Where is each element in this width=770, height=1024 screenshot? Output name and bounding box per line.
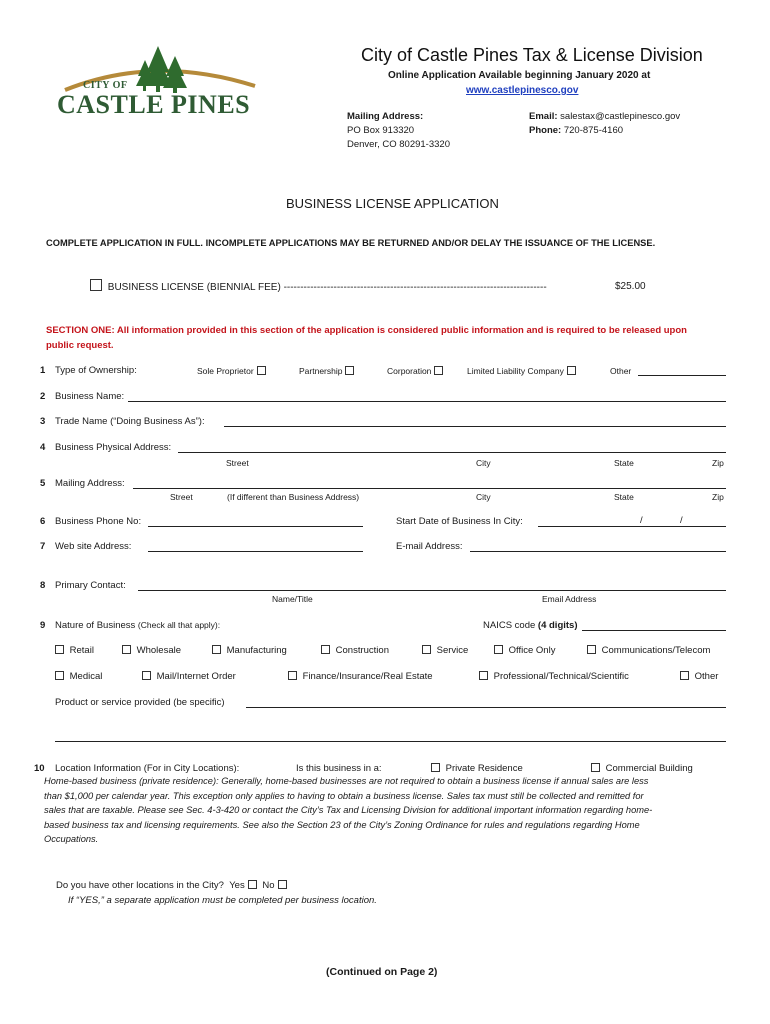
product-field[interactable] <box>246 707 726 708</box>
sole-label: Sole Proprietor <box>197 366 254 376</box>
business-phone-field[interactable] <box>148 526 363 527</box>
mailing-line1: PO Box 913320 <box>347 125 415 136</box>
division-title: City of Castle Pines Tax & License Division <box>361 45 703 65</box>
continued-footer: (Continued on Page 2) <box>326 966 438 978</box>
q4-number: 4 <box>40 442 46 453</box>
naics-field[interactable] <box>582 630 726 631</box>
email-address-field[interactable] <box>470 551 726 552</box>
q5-street: Street <box>170 492 193 502</box>
nature-medical[interactable] <box>52 671 102 682</box>
q5-number: 5 <box>40 478 46 489</box>
section-one-line2: public request. <box>46 340 114 351</box>
city-logo <box>55 42 265 122</box>
ownership-corporation[interactable] <box>387 366 446 376</box>
nature-finance[interactable] <box>285 671 433 682</box>
q4-state: State <box>614 458 634 468</box>
start-date-label: Start Date of Business In City: <box>396 516 523 527</box>
website-link[interactable]: www.castlepinesco.gov <box>466 85 579 96</box>
email-value[interactable]: salestax@castlepinesco.gov <box>560 111 681 122</box>
q5-state: State <box>614 492 634 502</box>
private-residence-option[interactable] <box>428 763 523 774</box>
office-only-checkbox[interactable] <box>494 645 503 654</box>
other-locations-row <box>56 880 290 891</box>
service-label: Service <box>436 645 469 656</box>
q6-number: 6 <box>40 516 46 527</box>
finance-checkbox[interactable] <box>288 671 297 680</box>
email-address-label: E-mail Address: <box>396 541 463 552</box>
mail-internet-label: Mail/Internet Order <box>156 671 236 682</box>
date-slash-2: / <box>680 515 683 526</box>
q9-label-group <box>55 620 220 631</box>
q10-label: Location Information (For in City Locations): <box>55 763 240 774</box>
medical-label: Medical <box>69 671 103 682</box>
nature-construction[interactable] <box>318 645 389 656</box>
email-contact <box>529 111 680 122</box>
communications-checkbox[interactable] <box>587 645 596 654</box>
fee-row <box>90 279 547 293</box>
no-label: No <box>262 880 275 891</box>
other-locations-note: If “YES,” a separate application must be completed per business location. <box>68 895 377 906</box>
q8-name-title: Name/Title <box>272 594 313 604</box>
office-only-label: Office Only <box>508 645 556 656</box>
business-name-field[interactable] <box>128 401 726 402</box>
logo-city-of: CITY OF <box>83 80 128 91</box>
communications-label: Communications/Telecom <box>601 645 711 656</box>
q7-number: 7 <box>40 541 46 552</box>
website-field[interactable] <box>148 551 363 552</box>
wholesale-checkbox[interactable] <box>122 645 131 654</box>
phone-label: Phone: <box>529 125 562 136</box>
manufacturing-checkbox[interactable] <box>212 645 221 654</box>
q8-email: Email Address <box>542 594 597 604</box>
q7-label: Web site Address: <box>55 541 132 552</box>
product-field-2[interactable] <box>55 741 726 742</box>
q5-zip: Zip <box>712 492 724 502</box>
nature-office-only[interactable] <box>491 645 555 656</box>
q9-number: 9 <box>40 620 46 631</box>
physical-address-field[interactable] <box>178 452 726 453</box>
phone-contact <box>529 125 623 136</box>
construction-checkbox[interactable] <box>321 645 330 654</box>
retail-label: Retail <box>69 645 94 656</box>
corporation-label: Corporation <box>387 366 432 376</box>
no-checkbox[interactable] <box>278 880 287 889</box>
fee-amount: $25.00 <box>615 281 646 292</box>
ownership-other-label: Other <box>610 366 632 376</box>
yes-checkbox[interactable] <box>248 880 257 889</box>
q1-number: 1 <box>40 365 46 376</box>
q10-is-label: Is this business in a: <box>296 763 382 774</box>
corporation-checkbox[interactable] <box>434 366 443 375</box>
naics-digits: (4 digits) <box>537 620 578 631</box>
wholesale-label: Wholesale <box>136 645 181 656</box>
email-label: Email: <box>529 111 558 122</box>
ownership-partnership[interactable] <box>299 366 357 376</box>
nature-service[interactable] <box>419 645 468 656</box>
other-locations-question: Do you have other locations in the City? <box>56 880 224 891</box>
primary-contact-field[interactable] <box>138 590 726 591</box>
partnership-label: Partnership <box>299 366 343 376</box>
professional-label: Professional/Technical/Scientific <box>493 671 629 682</box>
professional-checkbox[interactable] <box>479 671 488 680</box>
note-line-5: Occupations. <box>44 834 99 844</box>
phone-value: 720-875-4160 <box>563 125 624 136</box>
ownership-sole[interactable] <box>197 366 269 376</box>
commercial-building-checkbox[interactable] <box>591 763 600 772</box>
q6-label: Business Phone No: <box>55 516 142 527</box>
private-residence-checkbox[interactable] <box>431 763 440 772</box>
finance-label: Finance/Insurance/Real Estate <box>302 671 433 682</box>
retail-checkbox[interactable] <box>55 645 64 654</box>
form-title: BUSINESS LICENSE APPLICATION <box>286 196 499 211</box>
q4-city: City <box>476 458 491 468</box>
q3-label: Trade Name (“Doing Business As”): <box>55 416 205 427</box>
construction-label: Construction <box>335 645 389 656</box>
naics-label-group <box>483 620 578 631</box>
q2-number: 2 <box>40 391 46 402</box>
note-line-2: than $1,000 per calendar year. This exception only applies to having to obtain a business license. Sales tax must still be collected and remitted for <box>44 790 644 801</box>
yes-label: Yes <box>229 880 245 891</box>
warning-text: COMPLETE APPLICATION IN FULL. INCOMPLETE APPLICATIONS MAY BE RETURNED AND/OR DELAY THE ISSUANCE OF THE LICENSE. <box>46 238 656 248</box>
nature-other-label: Other <box>694 671 719 682</box>
section-one-line1: SECTION ONE: All information provided in this section of the application is considered public information and is required to be released upon <box>46 325 687 336</box>
partnership-checkbox[interactable] <box>345 366 354 375</box>
q9-sub: (Check all that apply): <box>137 620 221 630</box>
private-residence-label: Private Residence <box>445 763 523 774</box>
logo-name: CASTLE PINES <box>57 90 251 119</box>
nature-manufacturing[interactable] <box>209 645 287 656</box>
mailing-line2: Denver, CO 80291-3320 <box>347 139 450 150</box>
mailing-label: Mailing Address: <box>347 111 424 122</box>
manufacturing-label: Manufacturing <box>226 645 287 656</box>
llc-checkbox[interactable] <box>567 366 576 375</box>
naics-label: NAICS code <box>483 620 536 631</box>
note-line-3: sales that are taxable. Please see Sec. 4-3-420 or contact the City’s Tax and Licensing Division for additional important information regarding home- <box>44 805 653 815</box>
home-based-note <box>44 774 734 847</box>
online-note: Online Application Available beginning January 2020 at <box>388 70 651 81</box>
q8-label: Primary Contact: <box>55 580 126 591</box>
commercial-building-option[interactable] <box>588 763 693 774</box>
start-date-field[interactable] <box>538 526 726 527</box>
note-line-4: based business tax and licensing requirements. See also the Section 23 of the City’s Zoning Ordinance for rules and regulations regarding Home <box>44 819 640 830</box>
nature-communications[interactable] <box>584 645 710 656</box>
sole-checkbox[interactable] <box>257 366 266 375</box>
q2-label: Business Name: <box>55 391 125 402</box>
service-checkbox[interactable] <box>422 645 431 654</box>
q1-label: Type of Ownership: <box>55 365 137 376</box>
commercial-building-label: Commercial Building <box>605 763 693 774</box>
note-line-1: Home-based business (private residence): Generally, home-based businesses are not required to obtain a business license if annual sales are less <box>44 776 649 786</box>
date-slash-1: / <box>640 515 643 526</box>
trade-name-field[interactable] <box>224 426 726 427</box>
llc-label: Limited Liability Company <box>467 366 564 376</box>
q4-label: Business Physical Address: <box>55 442 172 453</box>
mailing-address-field[interactable] <box>133 488 726 489</box>
nature-wholesale[interactable] <box>119 645 181 656</box>
nature-retail[interactable] <box>52 645 94 656</box>
ownership-other-field[interactable] <box>638 375 726 376</box>
medical-checkbox[interactable] <box>55 671 64 680</box>
mail-internet-checkbox[interactable] <box>142 671 151 680</box>
nature-other[interactable] <box>677 671 718 682</box>
q5-label: Mailing Address: <box>55 478 125 489</box>
q9-label: Nature of Business <box>55 620 136 631</box>
fee-label: BUSINESS LICENSE (BIENNIAL FEE) ------------------------------------------------------------------------------- <box>107 282 547 293</box>
nature-other-checkbox[interactable] <box>680 671 689 680</box>
nature-professional[interactable] <box>476 671 629 682</box>
q4-zip: Zip <box>712 458 724 468</box>
ownership-llc[interactable] <box>467 366 579 376</box>
q10-number: 10 <box>34 763 45 774</box>
fee-checkbox[interactable] <box>90 279 102 291</box>
nature-mail-internet[interactable] <box>139 671 236 682</box>
product-label: Product or service provided (be specific) <box>55 697 225 708</box>
q8-number: 8 <box>40 580 46 591</box>
q5-diff: (If different than Business Address) <box>227 492 360 502</box>
q5-city: City <box>476 492 491 502</box>
q4-street: Street <box>226 458 249 468</box>
q3-number: 3 <box>40 416 46 427</box>
